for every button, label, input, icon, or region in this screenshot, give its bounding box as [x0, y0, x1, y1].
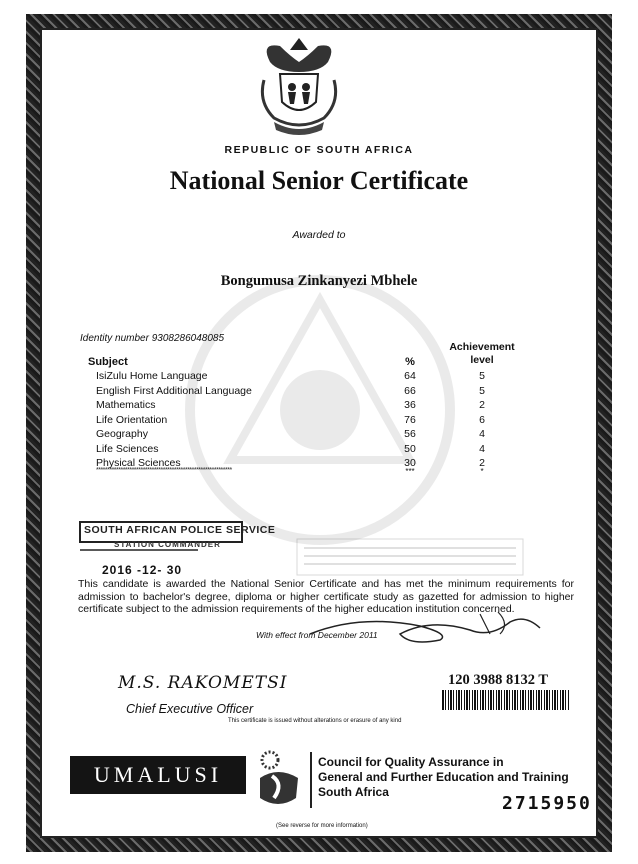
subject-name: English First Additional Language: [96, 384, 252, 397]
stamp-line2: STATION COMMANDER: [114, 540, 221, 549]
subject-name: Physical Sciences: [96, 457, 181, 469]
ceo-title: Chief Executive Officer: [126, 702, 254, 716]
subject-percent: 64: [404, 370, 416, 382]
achievement-level-header: [440, 341, 524, 367]
results-table: [96, 369, 516, 471]
serial-number: 120 3988 8132 T: [448, 672, 549, 688]
subject-level: 2: [479, 457, 485, 469]
issued-note: This certificate is issued without alterations or erasure of any kind: [228, 718, 402, 724]
result-row: [96, 369, 516, 384]
coat-of-arms-icon: [250, 32, 348, 140]
subject-percent: 50: [404, 442, 416, 455]
percent-header: %: [405, 356, 415, 368]
result-row: [96, 442, 516, 457]
subject-percent: 30: [404, 457, 416, 469]
subject-percent: 76: [404, 413, 416, 426]
barcode-icon: [442, 690, 572, 710]
subject-level: 4: [479, 442, 485, 455]
stamp-date: 2016 -12- 30: [102, 563, 183, 577]
effect-date: With effect from December 2011: [256, 630, 378, 640]
achievement-header-line1: Achievement: [449, 341, 515, 353]
reverse-note: (See reverse for more information): [276, 823, 368, 829]
result-row: [96, 384, 516, 399]
result-row: [96, 413, 516, 428]
umalusi-banner: UMALUSI: [70, 756, 246, 794]
subject-percent: 66: [404, 384, 416, 397]
commissioner-signature-scribble: [300, 604, 550, 650]
stars-percent: ***: [405, 467, 415, 476]
subject-percent: 56: [404, 428, 416, 440]
ceo-signature: M.S. RAKOMETSI: [118, 673, 288, 693]
identity-number: Identity number 9308286048085: [80, 333, 225, 344]
subject-name: Mathematics: [96, 399, 156, 411]
subject-percent: 36: [404, 399, 416, 411]
subject-level: 2: [479, 399, 485, 411]
result-row: [96, 427, 516, 442]
stamp-line1: SOUTH AFRICAN POLICE SERVICE: [84, 524, 276, 536]
subject-level: 4: [479, 428, 485, 440]
stars-level: *: [480, 467, 484, 476]
award-statement: This candidate is awarded the National Senior Certificate and has met the minimum requirements for admission to bachelor's degree, diploma or higher certificate study as gazetted for admission to higher certificate subject to the admission requirements of the higher education institution concerned.: [78, 578, 574, 615]
council-line1: Council for Quality Assurance in: [318, 755, 504, 769]
faint-stamp-box: [296, 538, 524, 576]
subject-header: Subject: [88, 356, 128, 368]
achievement-header-line2: level: [470, 354, 494, 366]
subject-name: Life Sciences: [96, 442, 159, 455]
result-row: [96, 398, 516, 413]
subject-level: 6: [479, 413, 485, 426]
certificate-number: 2715950: [502, 793, 592, 814]
umalusi-logo-icon: [250, 748, 306, 810]
subject-level: 5: [479, 370, 485, 382]
subject-level: 5: [479, 384, 485, 397]
candidate-name: Bongumusa Zinkanyezi Mbhele: [220, 273, 418, 289]
subject-name: Geography: [96, 428, 148, 440]
stars-line: *************************************************************: [96, 467, 232, 474]
council-line3: South Africa: [318, 785, 389, 799]
subject-name: IsiZulu Home Language: [96, 370, 208, 382]
certificate-title: National Senior Certificate: [169, 166, 469, 195]
republic-heading: REPUBLIC OF SOUTH AFRICA: [224, 144, 414, 156]
subject-name: Life Orientation: [96, 413, 168, 426]
council-line2: General and Further Education and Training: [318, 770, 569, 784]
footer-divider: [310, 752, 312, 808]
awarded-to-label: Awarded to: [292, 229, 346, 241]
